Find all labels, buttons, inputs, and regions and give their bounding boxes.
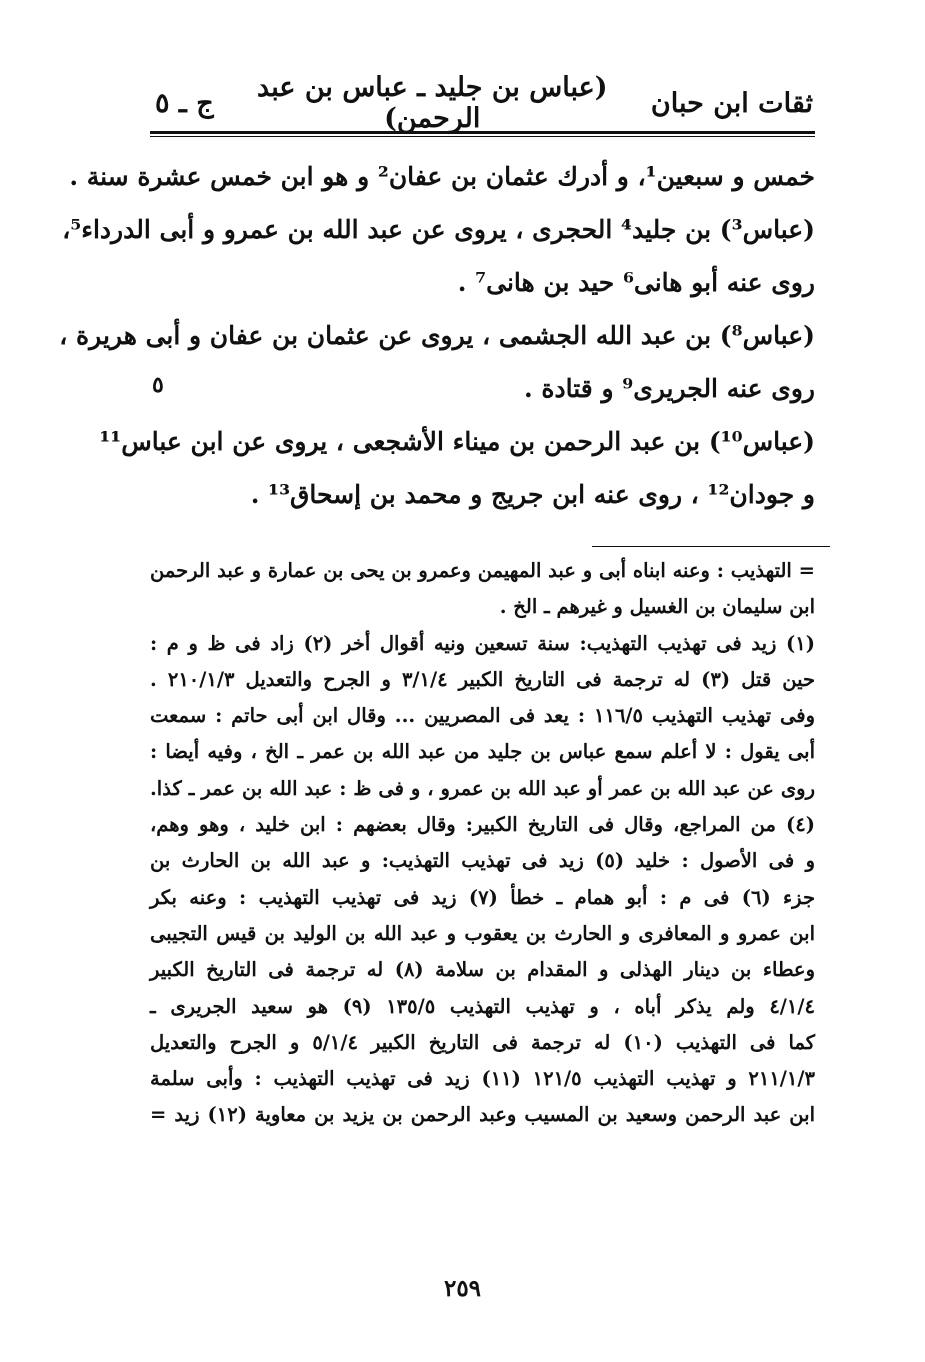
text-line: و جودان¹² ، روى عنه ابن جريج و محمد بن إسحاق¹³ . bbox=[250, 480, 815, 509]
header-rule-thin bbox=[150, 136, 815, 137]
footnote-line: جزء (٦) فى م : أبو همام ـ خطأ (٧) زيد فى تهذيب التهذيب : وعنه بكر bbox=[150, 885, 815, 909]
text-line: (عباس³) بن جليد⁴ الحجرى ، يروى عن عبد الله بن عمرو و أبى الدرداء⁵، bbox=[62, 215, 815, 244]
footnote-line: وفى تهذيب التهذيب ١١٦/٥ : يعد فى المصريين ... وقال ابن أبى حاتم : سمعت bbox=[150, 704, 815, 728]
header-rule-thick bbox=[150, 131, 815, 134]
footnote-line: و فى الأصول : خليد (٥) زيد فى تهذيب التهذيب: و عبد الله بن الحارث بن bbox=[150, 849, 815, 873]
text-line: خمس و سبعين¹، و أدرك عثمان بن عفان² و هو ابن خمس عشرة سنة . bbox=[69, 162, 815, 191]
footnote-line: (١) زيد فى تهذيب التهذيب: سنة تسعين ونيه أقوال أخر (٢) زاد فى ظ و م : bbox=[150, 631, 815, 655]
footnote-line: (٤) من المراجع، وقال فى التاريخ الكبير: وقال بعضهم : ابن خليد ، وهو وهم، bbox=[150, 813, 815, 837]
footnote-line: ابن عبد الرحمن وسعيد بن المسيب وعبد الرحمن بن يزيد بن معاوية (١٢) زيد = bbox=[150, 1103, 815, 1127]
footnote-line: حين قتل (٣) له ترجمة فى التاريخ الكبير ٣/١/٤ و الجرح والتعديل ٢١٠/١/٣ . bbox=[150, 667, 816, 691]
footnote-line: ابن سليمان بن الغسيل و غيرهم ـ الخ . bbox=[499, 595, 815, 619]
page-number: ٢٥٩ bbox=[443, 1275, 482, 1302]
footnote-line: = التهذيب : وعنه ابناه أبى و عبد المهيمن وعمرو بن يحى بن عمارة و عبد الرحمن bbox=[150, 559, 815, 582]
section-title: (عباس بن جليد ـ عباس بن عبد الرحمن) bbox=[257, 72, 608, 134]
volume-label: ج ـ ٥ bbox=[155, 87, 214, 119]
text-line: (عباس¹⁰) بن عبد الرحمن بن ميناء الأشجعى ، يروى عن ابن عباس¹¹ bbox=[99, 427, 815, 456]
footnotes bbox=[150, 553, 815, 1134]
margin-line-number: ٥ bbox=[152, 372, 164, 398]
footnote-line: ٤/١/٤ ولم يذكر أباه ، و تهذيب التهذيب ١٣٥/٥ (٩) هو سعيد الجريرى ـ bbox=[150, 994, 815, 1018]
footnote-separator bbox=[592, 546, 830, 547]
footnote-line: روى عن عبد الله بن عمر أو عبد الله بن عمرو ، و فى ظ : عبد الله بن عمر ـ كذا. bbox=[150, 776, 815, 800]
footnote-line: ٢١١/١/٣ و تهذيب التهذيب ١٢١/٥ (١١) زيد فى تهذيب التهذيب : وأبى سلمة bbox=[150, 1067, 815, 1091]
footnote-line: أبى يقول : لا أعلم سمع عباس بن جليد من عبد الله بن عمر ـ الخ ، وفيه أيضا : bbox=[150, 740, 815, 764]
footnote-line: وعطاء بن دينار الهذلى و المقدام بن سلامة (٨) له ترجمة فى التاريخ الكبير bbox=[150, 958, 815, 982]
main-text bbox=[59, 150, 815, 521]
running-header bbox=[155, 72, 813, 134]
book-title: ثقات ابن حبان bbox=[650, 87, 813, 119]
footnote-line: كما فى التهذيب (١٠) له ترجمة فى التاريخ الكبير ٥/١/٤ و الجرح والتعديل bbox=[150, 1030, 815, 1054]
footnote-line: ابن عمرو و المعافرى و الحارث بن يعقوب و عبد الله بن الوليد بن قيس التجيبى bbox=[150, 921, 815, 945]
text-line: روى عنه الجريرى⁹ و قتادة . bbox=[524, 374, 815, 403]
text-line: روى عنه أبو هانى⁶ حيد بن هانى⁷ . bbox=[457, 268, 815, 297]
text-line: (عباس⁸) بن عبد الله الجشمى ، يروى عن عثمان بن عفان و أبى هريرة ، bbox=[59, 321, 815, 350]
